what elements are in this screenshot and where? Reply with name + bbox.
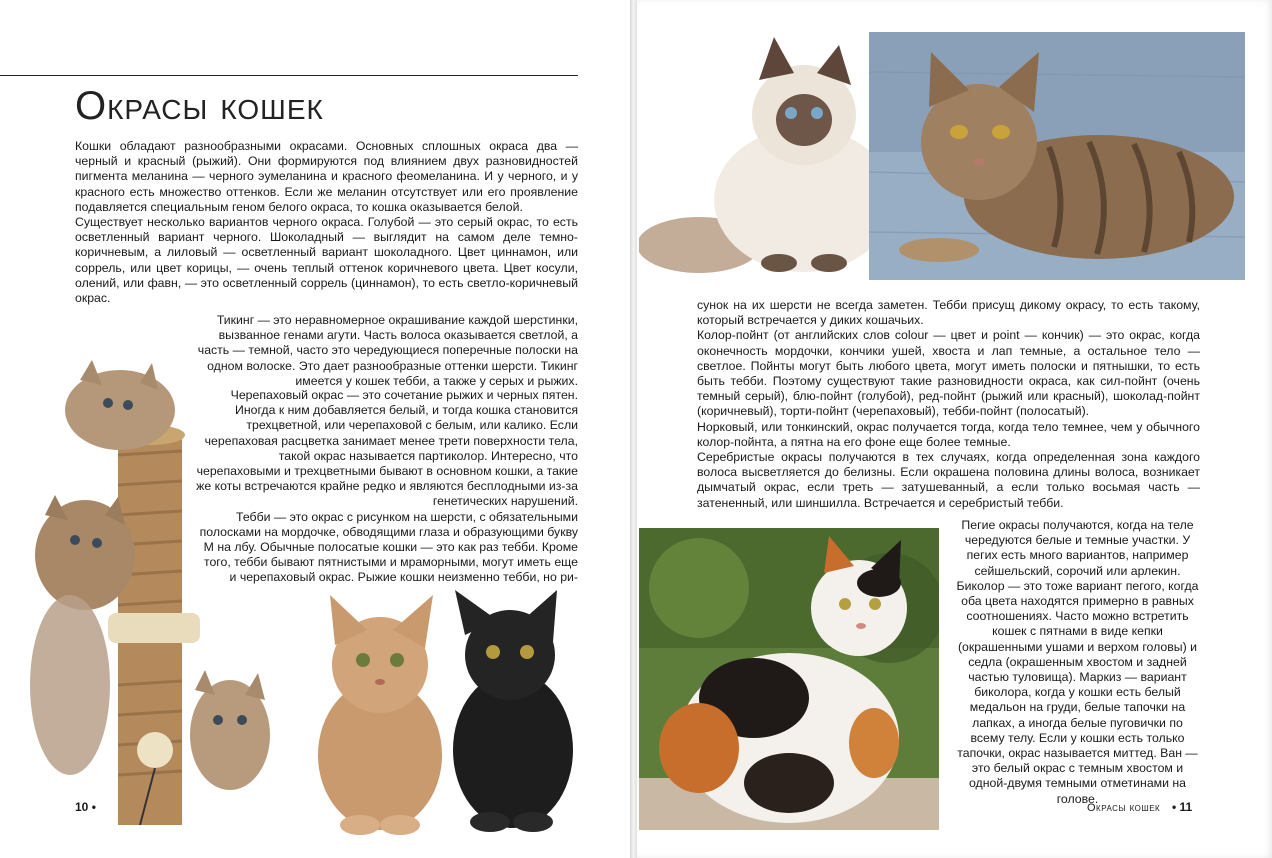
left-page	[0, 0, 631, 858]
running-head	[1087, 802, 1160, 814]
black-kitten	[453, 590, 573, 832]
paragraph: Колор-пойнт (от английских слов colour — цвет и point — кончик) — это окрас, когда оконечность мордочки, кончики ушей, хвоста и лап темные, а остальное тело — светлое. Пойнты могут быть любого цвета, могут иметь полоски и пятнышки, то есть быть тебби. Поэтому существуют такие разновидности окраса, как сил-пойнт (очень темный серый), блю-пойнт (голубой), ред-пойнт (рыжий или красный), шоколад-пойнт (коричневый), торти-пойнт (черепаховый), тебби-пойнт (полосатый).	[697, 328, 1200, 419]
page-number-left	[75, 800, 96, 814]
bullet: •	[1172, 800, 1177, 814]
cat-mask	[776, 94, 832, 146]
page-number-right	[1172, 800, 1192, 814]
paragraph: Существует несколько вариантов черного окраса. Голубой — это серый окрас, то есть осветленный вариант черного. Шоколадный — выглядит на самом деле темно-коричневым, а лиловый — осветленный вариант шоколадного. Цвет циннамон, или соррель, или цвет корицы, — очень теплый оттенок коричневого цвета. Цвет косули, олений, или фавн, — это осветленный соррель (циннамон), то есть светло-коричневый окрас.	[75, 215, 578, 306]
right-text-top	[697, 298, 1200, 511]
paragraph: Тебби — это окрас с рисунком на шерсти, с обязательными полосками на мордочке, обводящими глаза и образующими букву М на лбу. Обычные полосатые кошки — это как раз тебби. Кроме того, тебби бывают пятнистыми и мраморными, могут иметь еще и черепаховый окрас. Рыжие кошки неизменно тебби, но ри-	[199, 509, 578, 585]
title-rule	[0, 75, 578, 76]
photo-kittens-tree	[30, 355, 275, 825]
toy-ball	[137, 732, 173, 768]
kitten-top	[65, 370, 175, 450]
page-number-text: 11	[1179, 800, 1193, 814]
left-text-top	[75, 139, 578, 306]
running-head-text: Окрасы кошек	[1087, 802, 1161, 814]
photo-calico-cat	[639, 528, 939, 830]
cream-kitten	[318, 595, 442, 835]
paragraph: Норковый, или тонкинский, окрас получается тогда, когда тело темнее, чем у обычного колор-пойнта, а пятна на его фоне еще более темные.	[697, 419, 1200, 449]
photo-colorpoint-cat	[639, 35, 897, 275]
bullet: •	[91, 800, 96, 814]
right-text-piebald	[955, 518, 1200, 807]
paragraph: Серебристые окрасы получаются в тех случаях, когда определенная зона каждого волоса высветляется до белизны. Если окрашена половина длины волоса, возникает дымчатый окрас, если треть — затушеванный, а если только восьмая часть — затененный, или шиншилла. Встречается и серебристый тебби.	[697, 450, 1200, 510]
paragraph: Тикинг — это неравномерное окрашивание каждой шерстинки, вызванное генами агути. Часть волоса оказывается светлой, а часть — темной, часто это чередующиеся поперечные полоски на одном волоске. Это дает разнообразные оттенки шерсти. Тикинг имеется у кошек тебби, а также у серых и рыжих.	[197, 313, 578, 388]
paragraph: Кошки обладают разнообразными окрасами. Основных сплошных окраса два — черный и красный (рыжий). Они формируются под влиянием двух разновидностей пигмента меланина — черного эумеланина и красного феомеланина. И у черного, и у красного есть множество оттенков. Если же меланин отсутствует или его проявление подавляется специальным геном белого окраса, то кошка оказывается белой.	[75, 139, 578, 214]
paragraph: сунок на их шерсти не всегда заметен. Тебби присущ дикому окрасу, то есть такому, который встречается у диких кошачьих.	[697, 298, 1200, 328]
right-page	[637, 0, 1272, 858]
photo-tabby-cat	[869, 32, 1245, 280]
page-title: Окрасы кошек	[75, 84, 324, 128]
paragraph: Пегие окрасы получаются, когда на теле чередуются белые и темные участки. У пегих есть много вариантов, например сейшельский, сорочий или арлекин. Биколор — это тоже вариант пегого, когда оба цвета находятся примерно в равных соотношениях. Часто можно встретить кошек с пятнами в виде кепки (окрашенными ушами и верхом головы) и седла (окрашенным хвостом и задней частью туловища). Маркиз — вариант биколора, когда у кошки есть белый медальон на груди, белые тапочки на лапках, а иногда белые пуговички по всему телу. Если у кошки есть только тапочки, окрас называется миттед. Ван — это белый окрас с темным хвостом и одной-двумя темными отметинами на голове.	[956, 518, 1199, 806]
post-platform	[108, 613, 200, 643]
paragraph: Черепаховый окрас — это сочетание рыжих и черных пятен. Иногда к ним добавляется белый, и тогда кошка становится трехцветной, или черепаховой с белым, или калико. Если черепаховая расцветка занимает менее трети поверхности тела, такой окрас называется партиколор. Интересно, что черепаховыми и трехцветными бывают в основном кошки, а такие же коты встречаются крайне редко и являются бесплодными из-за генетических нарушений.	[196, 388, 578, 509]
photo-cream-black-kittens	[275, 590, 585, 840]
page-number-text: 10	[75, 800, 89, 814]
book-gutter	[630, 0, 637, 858]
